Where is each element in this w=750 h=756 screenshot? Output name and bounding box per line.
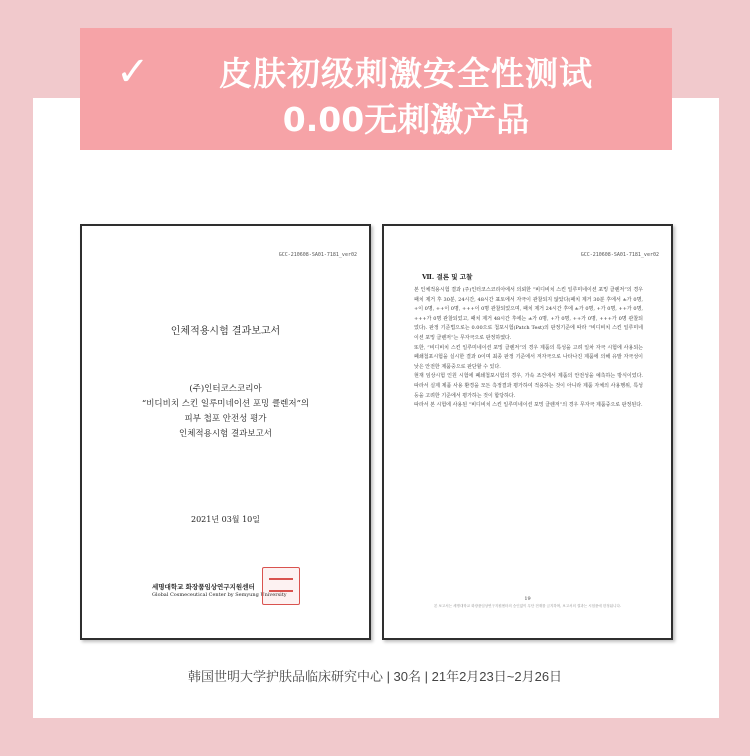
report-date: 2021년 03월 10일 bbox=[191, 515, 260, 524]
page-footnote: 본 보고서는 세명대학교 화장품임상연구지원센터의 승인없이 무단 전재를 금지하며, 보고서의 결과는 시험품에 한정됩니다. bbox=[434, 604, 621, 608]
org-name-english: Global Cosmeceutical Center by Semyung University bbox=[152, 592, 287, 598]
paragraph: 본 인체적용시험 결과 (주)인터코스코리아에서 의뢰한 “비디비치 스킨 일루미네이션 포밍 클렌저”의 경우 패치 제거 후 30분, 24시간, 48시간 표토에서 자극이 관찰되지 않았다(패치 제거 30분 후에서 ±가 0명, +이 0명, ++이 0명, +++이 0명 관찰되었으며, 패치 제거 24시간 후에 ±가 0명, +가 0명, ++가 0명, +++가 0명 관찰되었고, 패치 제거 48시간 후에는 ±가 0명, +가 0명, ++가 0명, +++가 0명 관찰되었다). 판정 기준법으로는 0.00으로 첩포시험(Patch Test)의 판정기준에 따라 “비디비치 스킨 일루미네이션 포밍 클렌저”는 무자극으로 판정하였다. bbox=[414, 287, 643, 341]
test-name: 피부 첩포 안전성 평가 bbox=[184, 414, 267, 424]
page-number: 19 bbox=[524, 596, 531, 602]
checkmark-icon: ✓ bbox=[116, 49, 150, 95]
org-name-korean: 세명대학교 화장품임상연구지원센터 bbox=[152, 583, 255, 591]
client-company: (주)인터코스코리아 bbox=[189, 384, 262, 394]
study-caption: 韩国世明大学护肤品临床研究中心 | 30名 | 21年2月23日~2月26日 bbox=[187, 669, 563, 684]
headline-banner bbox=[80, 28, 672, 150]
report-subject bbox=[82, 382, 369, 442]
document-number: GCC-210608-SA01-7181_ver02 bbox=[580, 252, 659, 258]
section-title: Ⅶ. 결론 및 고찰 bbox=[422, 273, 473, 281]
headline-title: 皮肤初级刺激安全性测试 bbox=[219, 54, 593, 93]
report-conclusion-page bbox=[382, 224, 673, 640]
document-number: GCC-210608-SA01-7181_ver02 bbox=[278, 252, 357, 258]
paragraph: 또한, “비디비치 스킨 일루미네이션 포밍 클렌저”의 경우 제품의 특성을 고려 일차 자극 시험에 사용되는 폐쇄첩포시험을 실시한 결과 0이며 최종 판정 기준에서 저자극으로 나타나진 제품에 의해 유발 자극성이 낮은 안전한 제품중으로 판단할 수 있다. bbox=[414, 344, 643, 370]
report-title: 인체적용시험 결과보고서 bbox=[170, 326, 281, 337]
paragraph: 따라서 본 시험에 사용된 “비디비치 스킨 일루미네이션 포밍 클렌저”의 경우 무자극 제품중으로 판정된다. bbox=[414, 402, 643, 409]
product-name: “비디비치 스킨 일루미네이션 포밍 클렌저”의 bbox=[141, 399, 310, 409]
headline-subtitle: 0.00无刺激产品 bbox=[282, 100, 530, 139]
report-type: 인체적용시험 결과보고서 bbox=[178, 429, 273, 439]
report-cover-page bbox=[80, 224, 371, 640]
red-seal-stamp bbox=[262, 567, 300, 605]
conclusion-text bbox=[414, 286, 643, 411]
paragraph: 현재 임상시험 인원 시험에 폐쇄첩포시험의 경우, 가속 조건에서 제품의 안전성을 예측하는 방식이었다. 따라서 실제 제품 사용 환경을 모든 측정결과 평가하여 적용하는 것이 아니라 제품 자체의 사용행위, 특성 등을 고려한 기준에서 평가하는 것이 합당하다. bbox=[414, 373, 643, 399]
